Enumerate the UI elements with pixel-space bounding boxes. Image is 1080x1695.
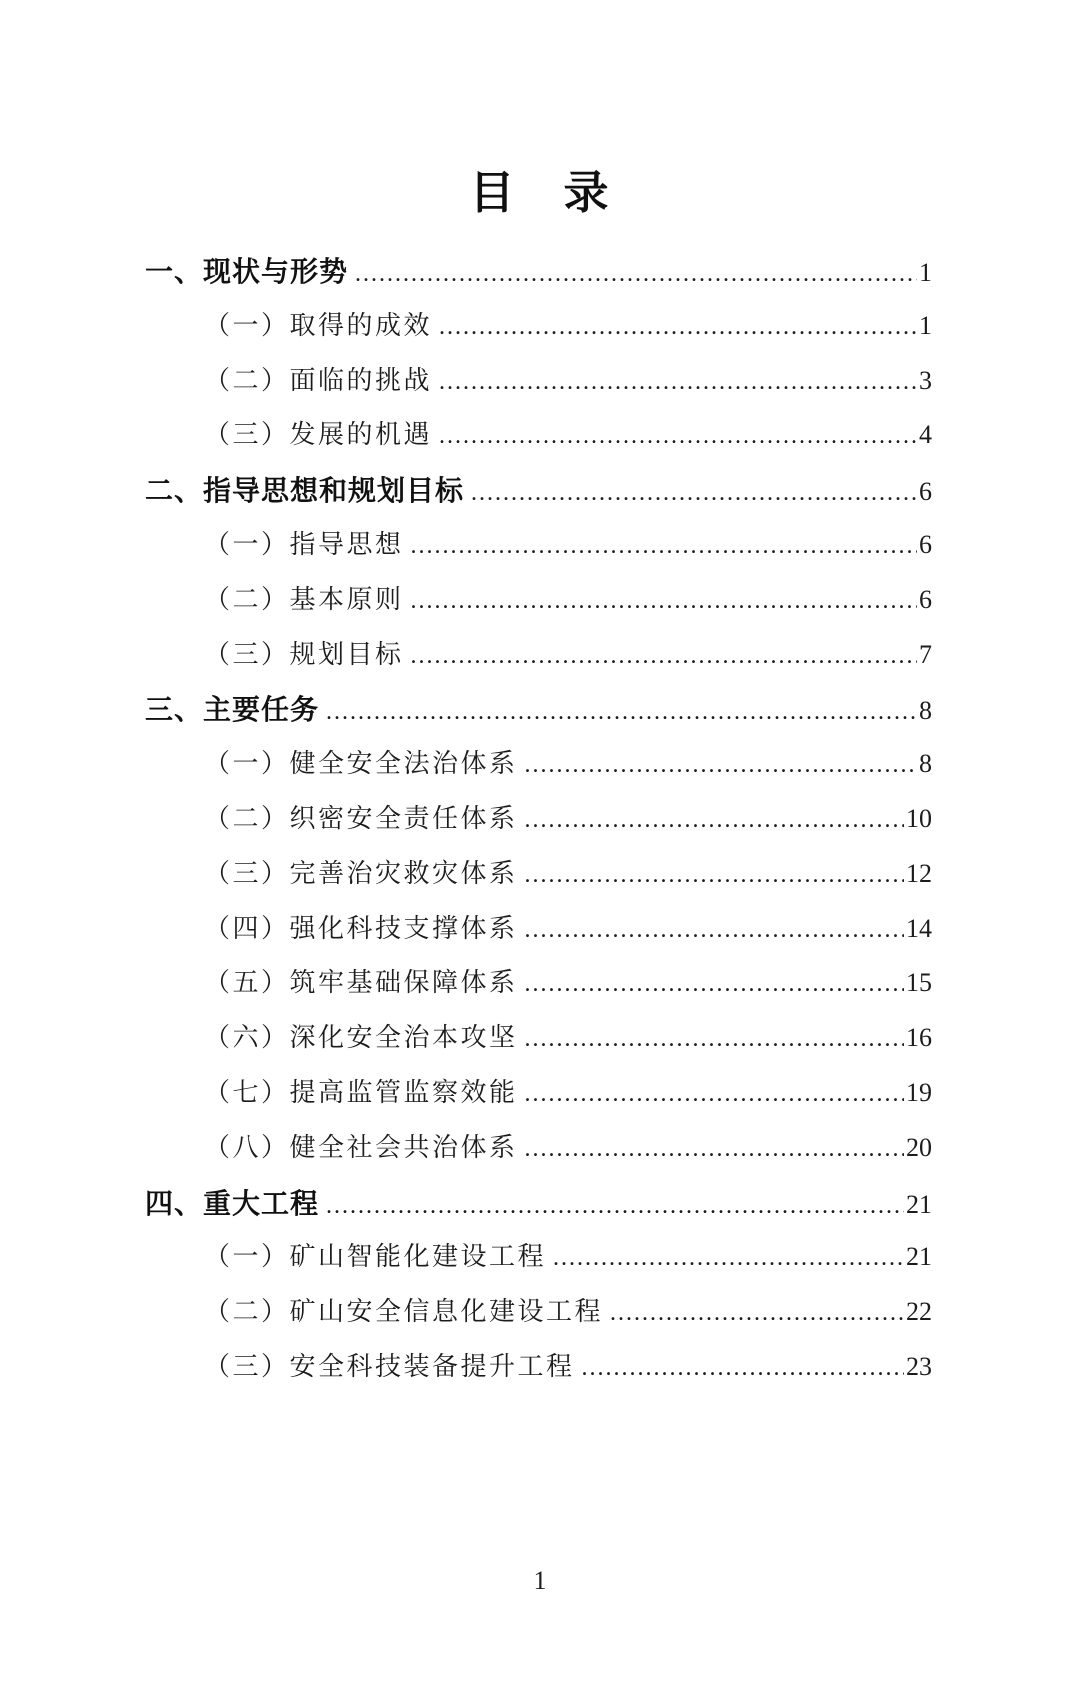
toc-entry-page: 8 xyxy=(919,696,932,726)
dot-leader xyxy=(411,643,917,670)
toc-entry[interactable] xyxy=(145,853,932,908)
toc-entry-page: 4 xyxy=(919,420,932,450)
dot-leader xyxy=(525,1081,904,1108)
toc-list xyxy=(145,250,932,1401)
dot-leader xyxy=(439,314,917,341)
toc-entry-page: 6 xyxy=(919,584,932,614)
dot-leader xyxy=(525,917,904,944)
toc-entry-page: 15 xyxy=(906,968,932,998)
toc-entry-label: （二）矿山安全信息化建设工程 xyxy=(204,1297,604,1328)
toc-entry[interactable] xyxy=(145,469,932,524)
toc-entry-label: （八）健全社会共治体系 xyxy=(204,1132,518,1163)
toc-entry[interactable] xyxy=(145,1236,932,1291)
toc-entry-label: （一）指导思想 xyxy=(204,529,404,560)
toc-entry-label: （三）发展的机遇 xyxy=(204,420,433,451)
toc-entry-page: 16 xyxy=(906,1023,932,1053)
dot-leader xyxy=(525,807,904,834)
dot-leader xyxy=(582,1355,904,1382)
toc-entry[interactable] xyxy=(145,688,932,743)
toc-entry-label: （二）基本原则 xyxy=(204,584,404,615)
toc-entry-label: 一、现状与形势 xyxy=(145,256,349,287)
dot-leader xyxy=(525,971,904,998)
toc-entry[interactable] xyxy=(145,1182,932,1237)
toc-entry-page: 21 xyxy=(906,1189,932,1219)
toc-entry[interactable] xyxy=(145,743,932,798)
toc-entry[interactable] xyxy=(145,1072,932,1127)
document-page xyxy=(0,167,1080,1595)
dot-leader xyxy=(326,1193,904,1220)
toc-entry-label: （一）健全安全法治体系 xyxy=(204,749,518,780)
toc-entry-page: 19 xyxy=(906,1077,932,1107)
toc-entry-page: 6 xyxy=(919,477,932,507)
dot-leader xyxy=(610,1300,904,1327)
toc-entry-label: （三）完善治灾救灾体系 xyxy=(204,858,518,889)
toc-entry-page: 3 xyxy=(919,365,932,395)
toc-entry-page: 20 xyxy=(906,1132,932,1162)
toc-entry[interactable] xyxy=(145,634,932,689)
toc-entry-label: （二）面临的挑战 xyxy=(204,365,433,396)
toc-entry[interactable] xyxy=(145,962,932,1017)
toc-entry-label: （四）强化科技支撑体系 xyxy=(204,913,518,944)
page-title: 目 录 xyxy=(469,167,611,218)
toc-entry[interactable] xyxy=(145,524,932,579)
dot-leader xyxy=(355,261,917,288)
dot-leader xyxy=(553,1245,904,1272)
toc-entry-page: 6 xyxy=(919,529,932,559)
toc-entry[interactable] xyxy=(145,798,932,853)
dot-leader xyxy=(471,480,917,507)
toc-entry-label: （一）取得的成效 xyxy=(204,310,433,341)
toc-entry-label: （五）筑牢基础保障体系 xyxy=(204,968,518,999)
toc-entry-page: 10 xyxy=(906,803,932,833)
toc-entry[interactable] xyxy=(145,1127,932,1182)
toc-entry-label: 二、指导思想和规划目标 xyxy=(145,475,465,507)
toc-entry[interactable] xyxy=(145,908,932,963)
toc-entry-page: 8 xyxy=(919,749,932,779)
toc-entry[interactable] xyxy=(145,579,932,634)
toc-entry-label: 三、主要任务 xyxy=(145,694,320,726)
toc-entry-label: （三）规划目标 xyxy=(204,639,404,670)
dot-leader xyxy=(411,588,917,615)
toc-entry-page: 23 xyxy=(906,1351,932,1381)
toc-entry-page: 1 xyxy=(919,310,932,340)
toc-entry-page: 7 xyxy=(919,639,932,669)
dot-leader xyxy=(439,369,917,396)
toc-entry[interactable] xyxy=(145,360,932,415)
toc-entry[interactable] xyxy=(145,414,932,469)
dot-leader xyxy=(439,423,917,450)
toc-entry[interactable] xyxy=(145,1291,932,1346)
dot-leader xyxy=(525,1026,904,1053)
footer-page-number: 1 xyxy=(533,1566,547,1595)
toc-entry-label: （六）深化安全治本攻坚 xyxy=(204,1023,518,1054)
dot-leader xyxy=(326,699,917,726)
toc-entry-page: 21 xyxy=(906,1242,932,1272)
toc-entry-label: （七）提高监管监察效能 xyxy=(204,1077,518,1108)
dot-leader xyxy=(411,533,917,560)
toc-entry-label: （一）矿山智能化建设工程 xyxy=(204,1242,547,1273)
toc-entry-page: 14 xyxy=(906,913,932,943)
toc-entry[interactable] xyxy=(145,305,932,360)
toc-entry-label: （三）安全科技装备提升工程 xyxy=(204,1351,575,1382)
dot-leader xyxy=(525,752,917,779)
toc-entry[interactable] xyxy=(145,1346,932,1401)
toc-entry[interactable] xyxy=(145,250,932,305)
toc-entry-label: 四、重大工程 xyxy=(145,1187,320,1219)
dot-leader xyxy=(525,862,904,889)
toc-entry[interactable] xyxy=(145,1017,932,1072)
toc-entry-page: 12 xyxy=(906,858,932,888)
toc-entry-label: （二）织密安全责任体系 xyxy=(204,803,518,834)
toc-entry-page: 1 xyxy=(919,258,932,287)
dot-leader xyxy=(525,1136,904,1163)
toc-entry-page: 22 xyxy=(906,1297,932,1327)
